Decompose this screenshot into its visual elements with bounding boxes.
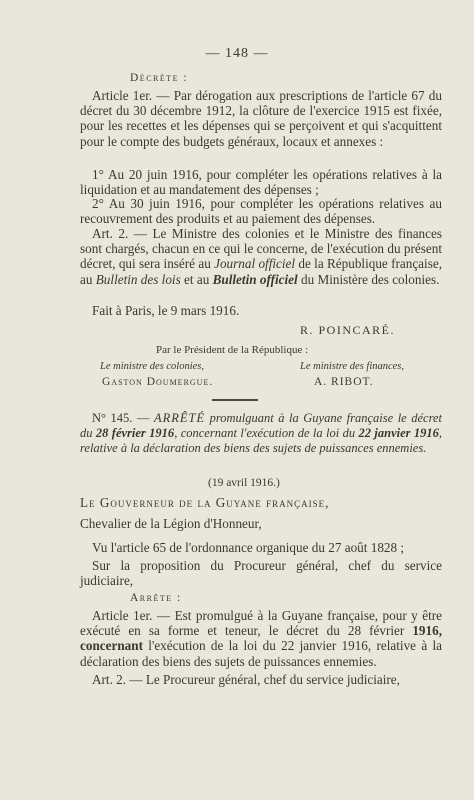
sur-paragraph: Sur la proposition du Procureur général, chef du service judiciaire, xyxy=(80,558,442,589)
arrete-date: (19 avril 1916.) xyxy=(208,477,280,489)
page-number: — 148 — xyxy=(205,46,269,61)
arrete-heading: Arrête : xyxy=(130,592,182,604)
article-2-b-line: Art. 2. — Le Procureur général, chef du service judiciaire, xyxy=(92,672,400,687)
minister-finances-name: A. RIBOT. xyxy=(314,376,374,388)
par-le-president: Par le Président de la République : xyxy=(156,344,309,356)
bulletin-officiel-ref: Bulletin officiel xyxy=(212,271,298,287)
gouverneur-line: Le Gouverneur de la Guyane française, xyxy=(80,495,330,510)
bulletin-lois-ref: Bulletin des lois xyxy=(95,271,181,287)
article-2-paragraph: Art. 2. — Le Ministre des colonies et le Ministre des finances sont chargés, chacun en ce qui le concerne, de l'exécution du présent décret, qui sera inséré au Journal officiel de la République française, au Bulletin des lois et au Bulletin officiel du Ministère des colonies. xyxy=(80,226,442,287)
section-divider xyxy=(212,399,258,401)
minister-colonies-name: Gaston Doumergue. xyxy=(102,376,214,388)
signatory: R. POINCARÉ. xyxy=(300,323,396,337)
article-1-b-paragraph: Article 1er. — Est promulgué à la Guyane française, pour y être exécuté en sa forme et teneur, le décret du 28 février 1916, concernant l'exécution de la loi du 22 janvier 1916, relative à la déclaration des biens des sujets de puissances ennemies. xyxy=(80,608,442,669)
chevalier-line: Chevalier de la Légion d'Honneur, xyxy=(80,516,262,531)
decrete-heading: Décrète : xyxy=(130,72,189,84)
minister-finances-title: Le ministre des finances, xyxy=(300,361,405,372)
vu-paragraph: Vu l'article 65 de l'ordonnance organique du 27 août 1828 ; xyxy=(92,540,405,555)
arrete-title: N° 145. — ARRÊTÉ promulguant à la Guyane française le décret du 28 février 1916, concernant l'exécution de la loi du 22 janvier 1916, relative à la déclaration des biens des sujets de puissances ennemies. xyxy=(80,411,443,455)
fait-line: Fait à Paris, le 9 mars 1916. xyxy=(92,303,240,318)
item-2-paragraph: 2° Au 30 juin 1916, pour compléter les opérations relatives au recouvrement des produits et au paiement des dépenses. xyxy=(80,196,442,227)
article-1-paragraph: Article 1er. — Par dérogation aux prescriptions de l'article 67 du décret du 30 décembre 1912, la clôture de l'exercice 1915 est fixée, pour les recettes et les dépenses qui se perçoivent et qui s'acquittent pour le compte des budgets généraux, locaux et annexes : xyxy=(80,88,442,149)
minister-colonies-title: Le ministre des colonies, xyxy=(100,361,205,372)
journal-officiel-ref: Journal officiel xyxy=(214,256,296,272)
item-1-paragraph: 1° Au 20 juin 1916, pour compléter les opérations relatives à la liquidation et au mandatement des dépenses ; xyxy=(80,167,442,198)
